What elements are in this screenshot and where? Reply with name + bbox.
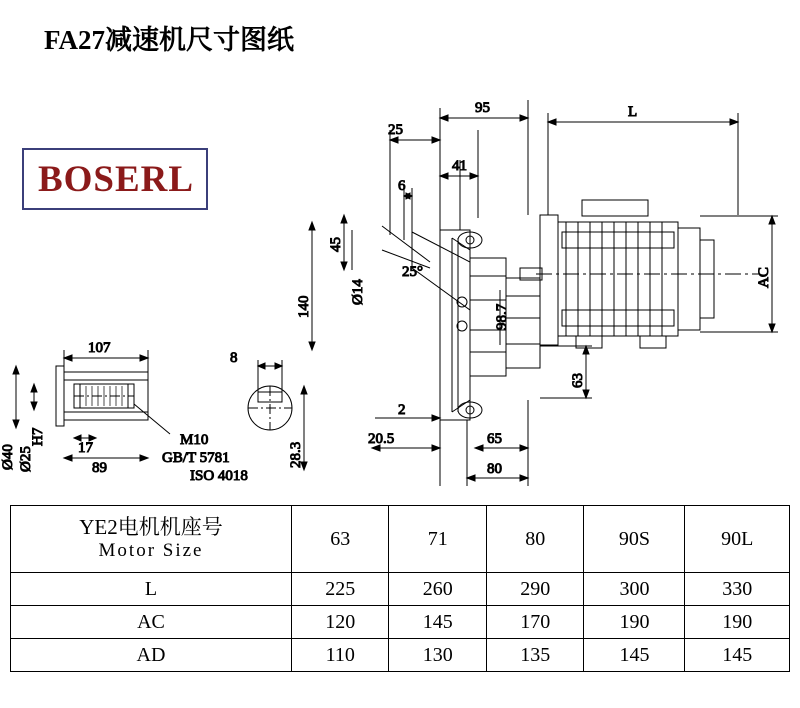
dim-95: 95 [475,100,490,116]
row-AD-value-0: 110 [292,639,389,672]
brand-logo: BOSERL [37,158,195,200]
label-m10: M10 [180,432,209,448]
table-row [11,639,790,672]
table-header-row [11,506,790,573]
dim-2: 2 [398,402,406,418]
dim-65: 65 [487,431,502,447]
dim-d25h7-tol: H7 [30,427,46,446]
table-row [11,573,790,606]
row-AC-value-0: 120 [292,606,389,639]
label-gb: GB/T 5781 [162,450,230,466]
motor-size-3: 90S [584,506,685,573]
dim-AC: AC [756,267,772,288]
page-title: FA27减速机尺寸图纸 [44,25,294,55]
row-L-value-1: 260 [389,573,486,606]
label-iso: ISO 4018 [190,468,248,484]
row-label-AD: AD [11,639,292,672]
row-AD-value-3: 145 [584,639,685,672]
row-label-L: L [11,573,292,606]
dim-80: 80 [487,461,502,477]
dim-63: 63 [570,373,586,388]
header-motor-size [11,506,292,573]
dim-107: 107 [88,340,111,356]
dim-89: 89 [92,460,107,476]
dim-6: 6 [398,178,406,194]
dim-17: 17 [78,440,93,456]
dim-205: 20.5 [368,431,395,447]
row-L-value-3: 300 [584,573,685,606]
motor-size-2: 80 [486,506,583,573]
row-label-AC: AC [11,606,292,639]
table-row [11,606,790,639]
dim-41: 41 [452,158,467,174]
dim-25: 25 [388,122,403,138]
row-AC-value-4: 190 [685,606,790,639]
row-L-value-0: 225 [292,573,389,606]
row-AD-value-4: 145 [685,639,790,672]
dim-987: 98.7 [494,303,510,330]
dim-8: 8 [230,350,238,366]
row-AD-value-1: 130 [389,639,486,672]
row-L-value-4: 330 [685,573,790,606]
row-AC-value-3: 190 [584,606,685,639]
dim-L: L [628,104,638,120]
dim-d14: Ø14 [350,279,366,305]
dim-140: 140 [296,295,312,318]
dim-45: 45 [328,237,344,252]
dim-angle: 25° [402,264,423,280]
dim-283: 28.3 [288,441,304,468]
header-motor-size-cn: YE2电机机座号 [79,515,223,540]
motor-size-1: 71 [389,506,486,573]
header-motor-size-en: Motor Size [98,540,204,562]
row-L-value-2: 290 [486,573,583,606]
row-AC-value-1: 145 [389,606,486,639]
motor-size-4: 90L [685,506,790,573]
row-AC-value-2: 170 [486,606,583,639]
motor-size-0: 63 [292,506,389,573]
dim-d25h7: Ø25 [18,446,34,472]
row-AD-value-2: 135 [486,639,583,672]
dim-d40: Ø40 [0,444,16,470]
spec-table [10,505,790,672]
